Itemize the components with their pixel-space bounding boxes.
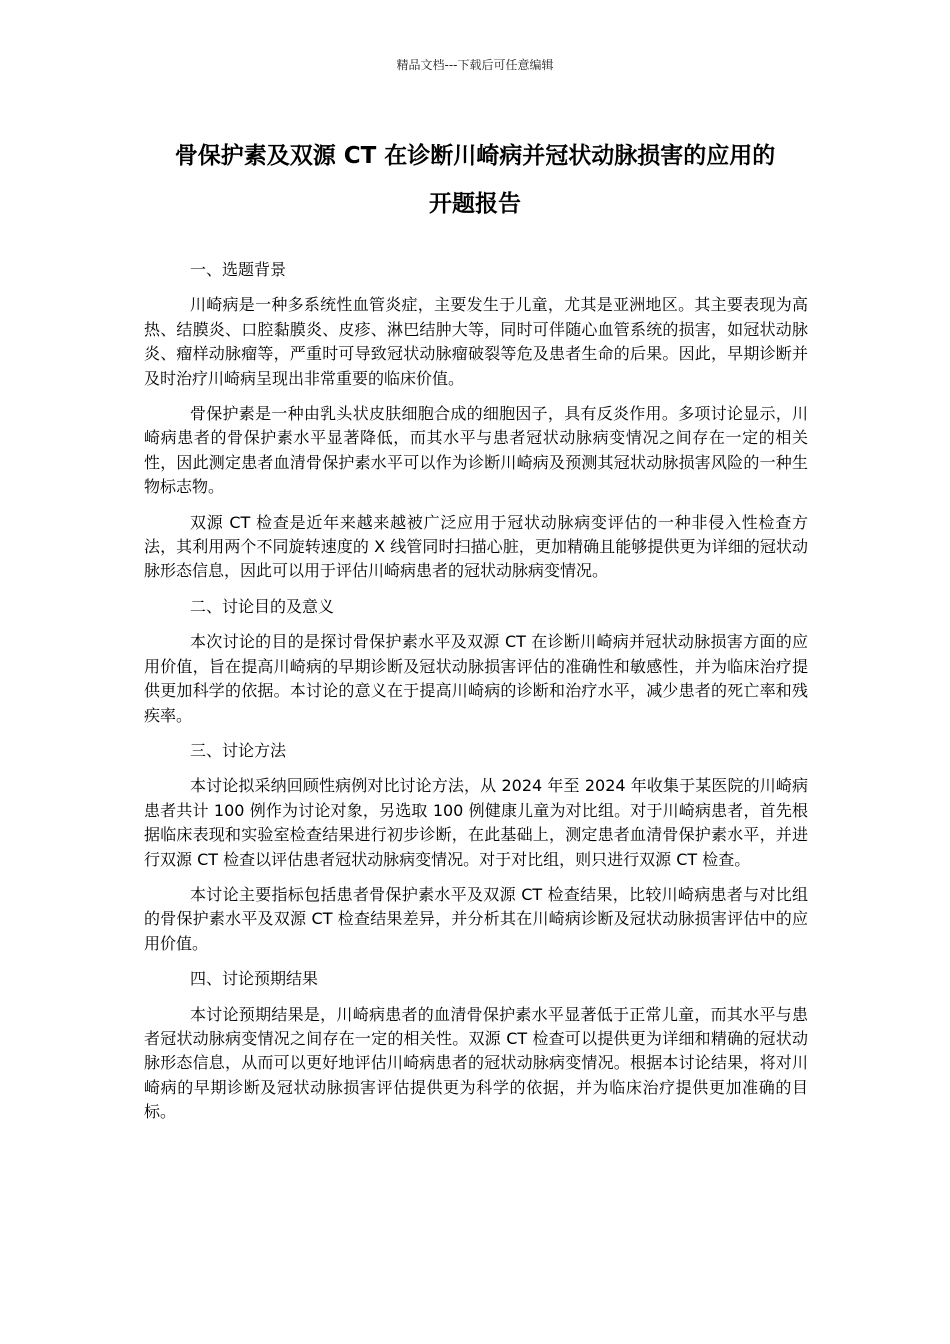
section-heading-methods: 三、讨论方法: [190, 740, 287, 760]
paragraph: 双源 CT 检查是近年来越来越被广泛应用于冠状动脉病变评估的一种非侵入性检查方法，其利用两个不同旋转速度的 X 线管同时扫描心脏，更加精确且能够提供更为详细的冠状动脉形态信息，因此可以用于评估川崎病患者的冠状动脉病变情况。: [144, 512, 808, 581]
title-line-1: 骨保护素及双源 CT 在诊断川崎病并冠状动脉损害的应用的: [174, 143, 776, 169]
paragraph: 本讨论拟采纳回顾性病例对比讨论方法，从 2024 年至 2024 年收集于某医院的川崎病患者共计 100 例作为讨论对象，另选取 100 例健康儿童为对比组。对于川崎病患者，首先根据临床表现和实验室检查结果进行初步诊断，在此基础上，测定患者血清骨保护素水平，并进行双源 CT 检查以评估患者冠状动脉病变情况。对于对比组，则只进行双源 CT 检查。: [144, 776, 808, 869]
document-title: [130, 132, 820, 228]
header-note: 精品文档---下载后可任意编辑: [396, 58, 554, 72]
paragraph: 本次讨论的目的是探讨骨保护素水平及双源 CT 在诊断川崎病并冠状动脉损害方面的应用价值，旨在提高川崎病的早期诊断及冠状动脉损害评估的准确性和敏感性，并为临床治疗提供更加科学的依据。本讨论的意义在于提高川崎病的诊断和治疗水平，减少患者的死亡率和残疾率。: [144, 632, 808, 725]
paragraph: 川崎病是一种多系统性血管炎症，主要发生于儿童，尤其是亚洲地区。其主要表现为高热、结膜炎、口腔黏膜炎、皮疹、淋巴结肿大等，同时可伴随心血管系统的损害，如冠状动脉炎、瘤样动脉瘤等，严重时可导致冠状动脉瘤破裂等危及患者生命的后果。因此，早期诊断并及时治疗川崎病呈现出非常重要的临床价值。: [144, 295, 808, 388]
title-line-2: 开题报告: [429, 191, 521, 217]
paragraph: 本讨论预期结果是，川崎病患者的血清骨保护素水平显著低于正常儿童，而其水平与患者冠状动脉病变情况之间存在一定的相关性。双源 CT 检查可以提供更为详细和精确的冠状动脉形态信息，从而可以更好地评估川崎病患者的冠状动脉病变情况。根据本讨论结果，将对川崎病的早期诊断及冠状动脉损害评估提供更为科学的依据，并为临床治疗提供更加准确的目标。: [144, 1004, 808, 1122]
paragraph: 骨保护素是一种由乳头状皮肤细胞合成的细胞因子，具有反炎作用。多项讨论显示，川崎病患者的骨保护素水平显著降低，而其水平与患者冠状动脉病变情况之间存在一定的相关性，因此测定患者血清骨保护素水平可以作为诊断川崎病及预测其冠状动脉损害风险的一种生物标志物。: [144, 404, 808, 497]
document-body: [144, 258, 808, 1136]
section-heading-expected: 四、讨论预期结果: [190, 969, 319, 989]
section-heading-background: 一、选题背景: [190, 260, 287, 279]
paragraph: 本讨论主要指标包括患者骨保护素水平及双源 CT 检查结果，比较川崎病患者与对比组的骨保护素水平及双源 CT 检查结果差异，并分析其在川崎病诊断及冠状动脉损害评估中的应用价值。: [144, 884, 808, 953]
section-heading-purpose: 二、讨论目的及意义: [190, 596, 335, 616]
